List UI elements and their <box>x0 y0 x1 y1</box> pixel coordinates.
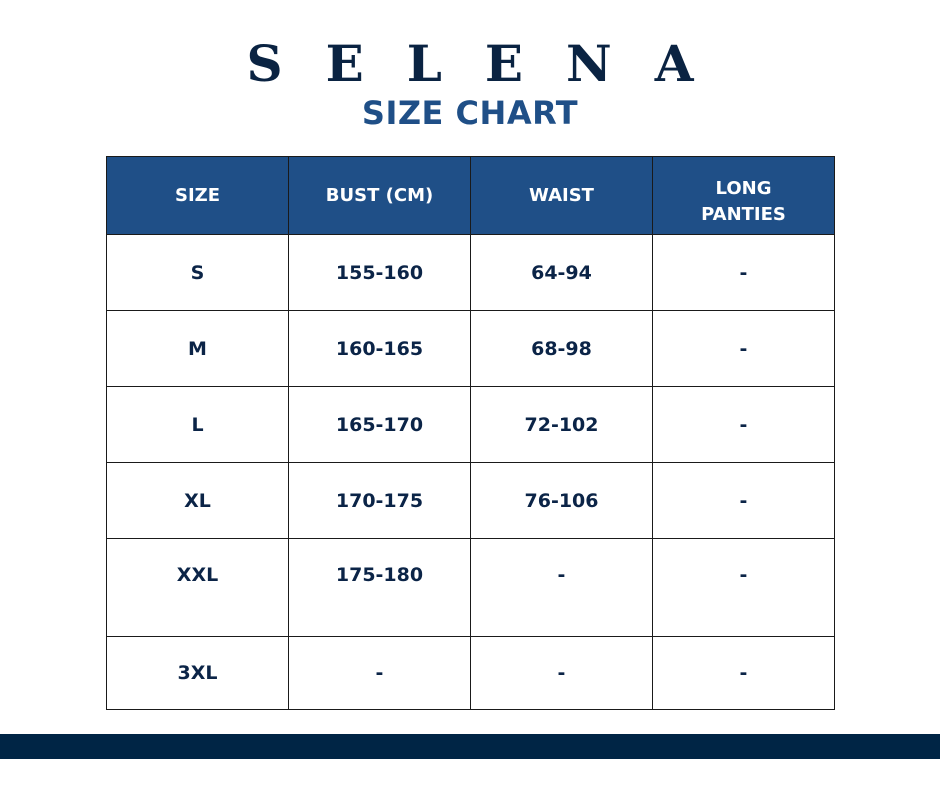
table-row <box>107 311 835 387</box>
size-cell: L <box>107 387 289 463</box>
table-header-row <box>107 157 835 235</box>
column-header-waist: WAIST <box>471 157 653 235</box>
table-row <box>107 387 835 463</box>
size-cell: XXL <box>107 539 289 637</box>
long-panties-cell: - <box>653 463 835 539</box>
waist-cell: - <box>471 539 653 637</box>
bust-cell: - <box>289 637 471 710</box>
size-cell: M <box>107 311 289 387</box>
table-row <box>107 539 835 637</box>
bust-cell: 165-170 <box>289 387 471 463</box>
column-header-long-panties: LONG PANTIES <box>653 157 835 235</box>
long-panties-cell: - <box>653 235 835 311</box>
table-row <box>107 235 835 311</box>
size-cell: S <box>107 235 289 311</box>
column-header-bust: BUST (CM) <box>289 157 471 235</box>
long-panties-cell: - <box>653 637 835 710</box>
long-panties-cell: - <box>653 311 835 387</box>
long-panties-cell: - <box>653 387 835 463</box>
waist-cell: 68-98 <box>471 311 653 387</box>
footer-bar <box>0 734 940 759</box>
bust-cell: 170-175 <box>289 463 471 539</box>
column-header-size: SIZE <box>107 157 289 235</box>
bust-cell: 175-180 <box>289 539 471 637</box>
waist-cell: 72-102 <box>471 387 653 463</box>
waist-cell: 76-106 <box>471 463 653 539</box>
size-cell: 3XL <box>107 637 289 710</box>
size-cell: XL <box>107 463 289 539</box>
waist-cell: 64-94 <box>471 235 653 311</box>
waist-cell: - <box>471 637 653 710</box>
bust-cell: 155-160 <box>289 235 471 311</box>
table-row <box>107 637 835 710</box>
size-chart-table <box>106 156 835 710</box>
bust-cell: 160-165 <box>289 311 471 387</box>
brand-name: SELENA <box>246 34 737 93</box>
table-row <box>107 463 835 539</box>
long-panties-cell: - <box>653 539 835 637</box>
page-title: SIZE CHART <box>361 94 579 132</box>
